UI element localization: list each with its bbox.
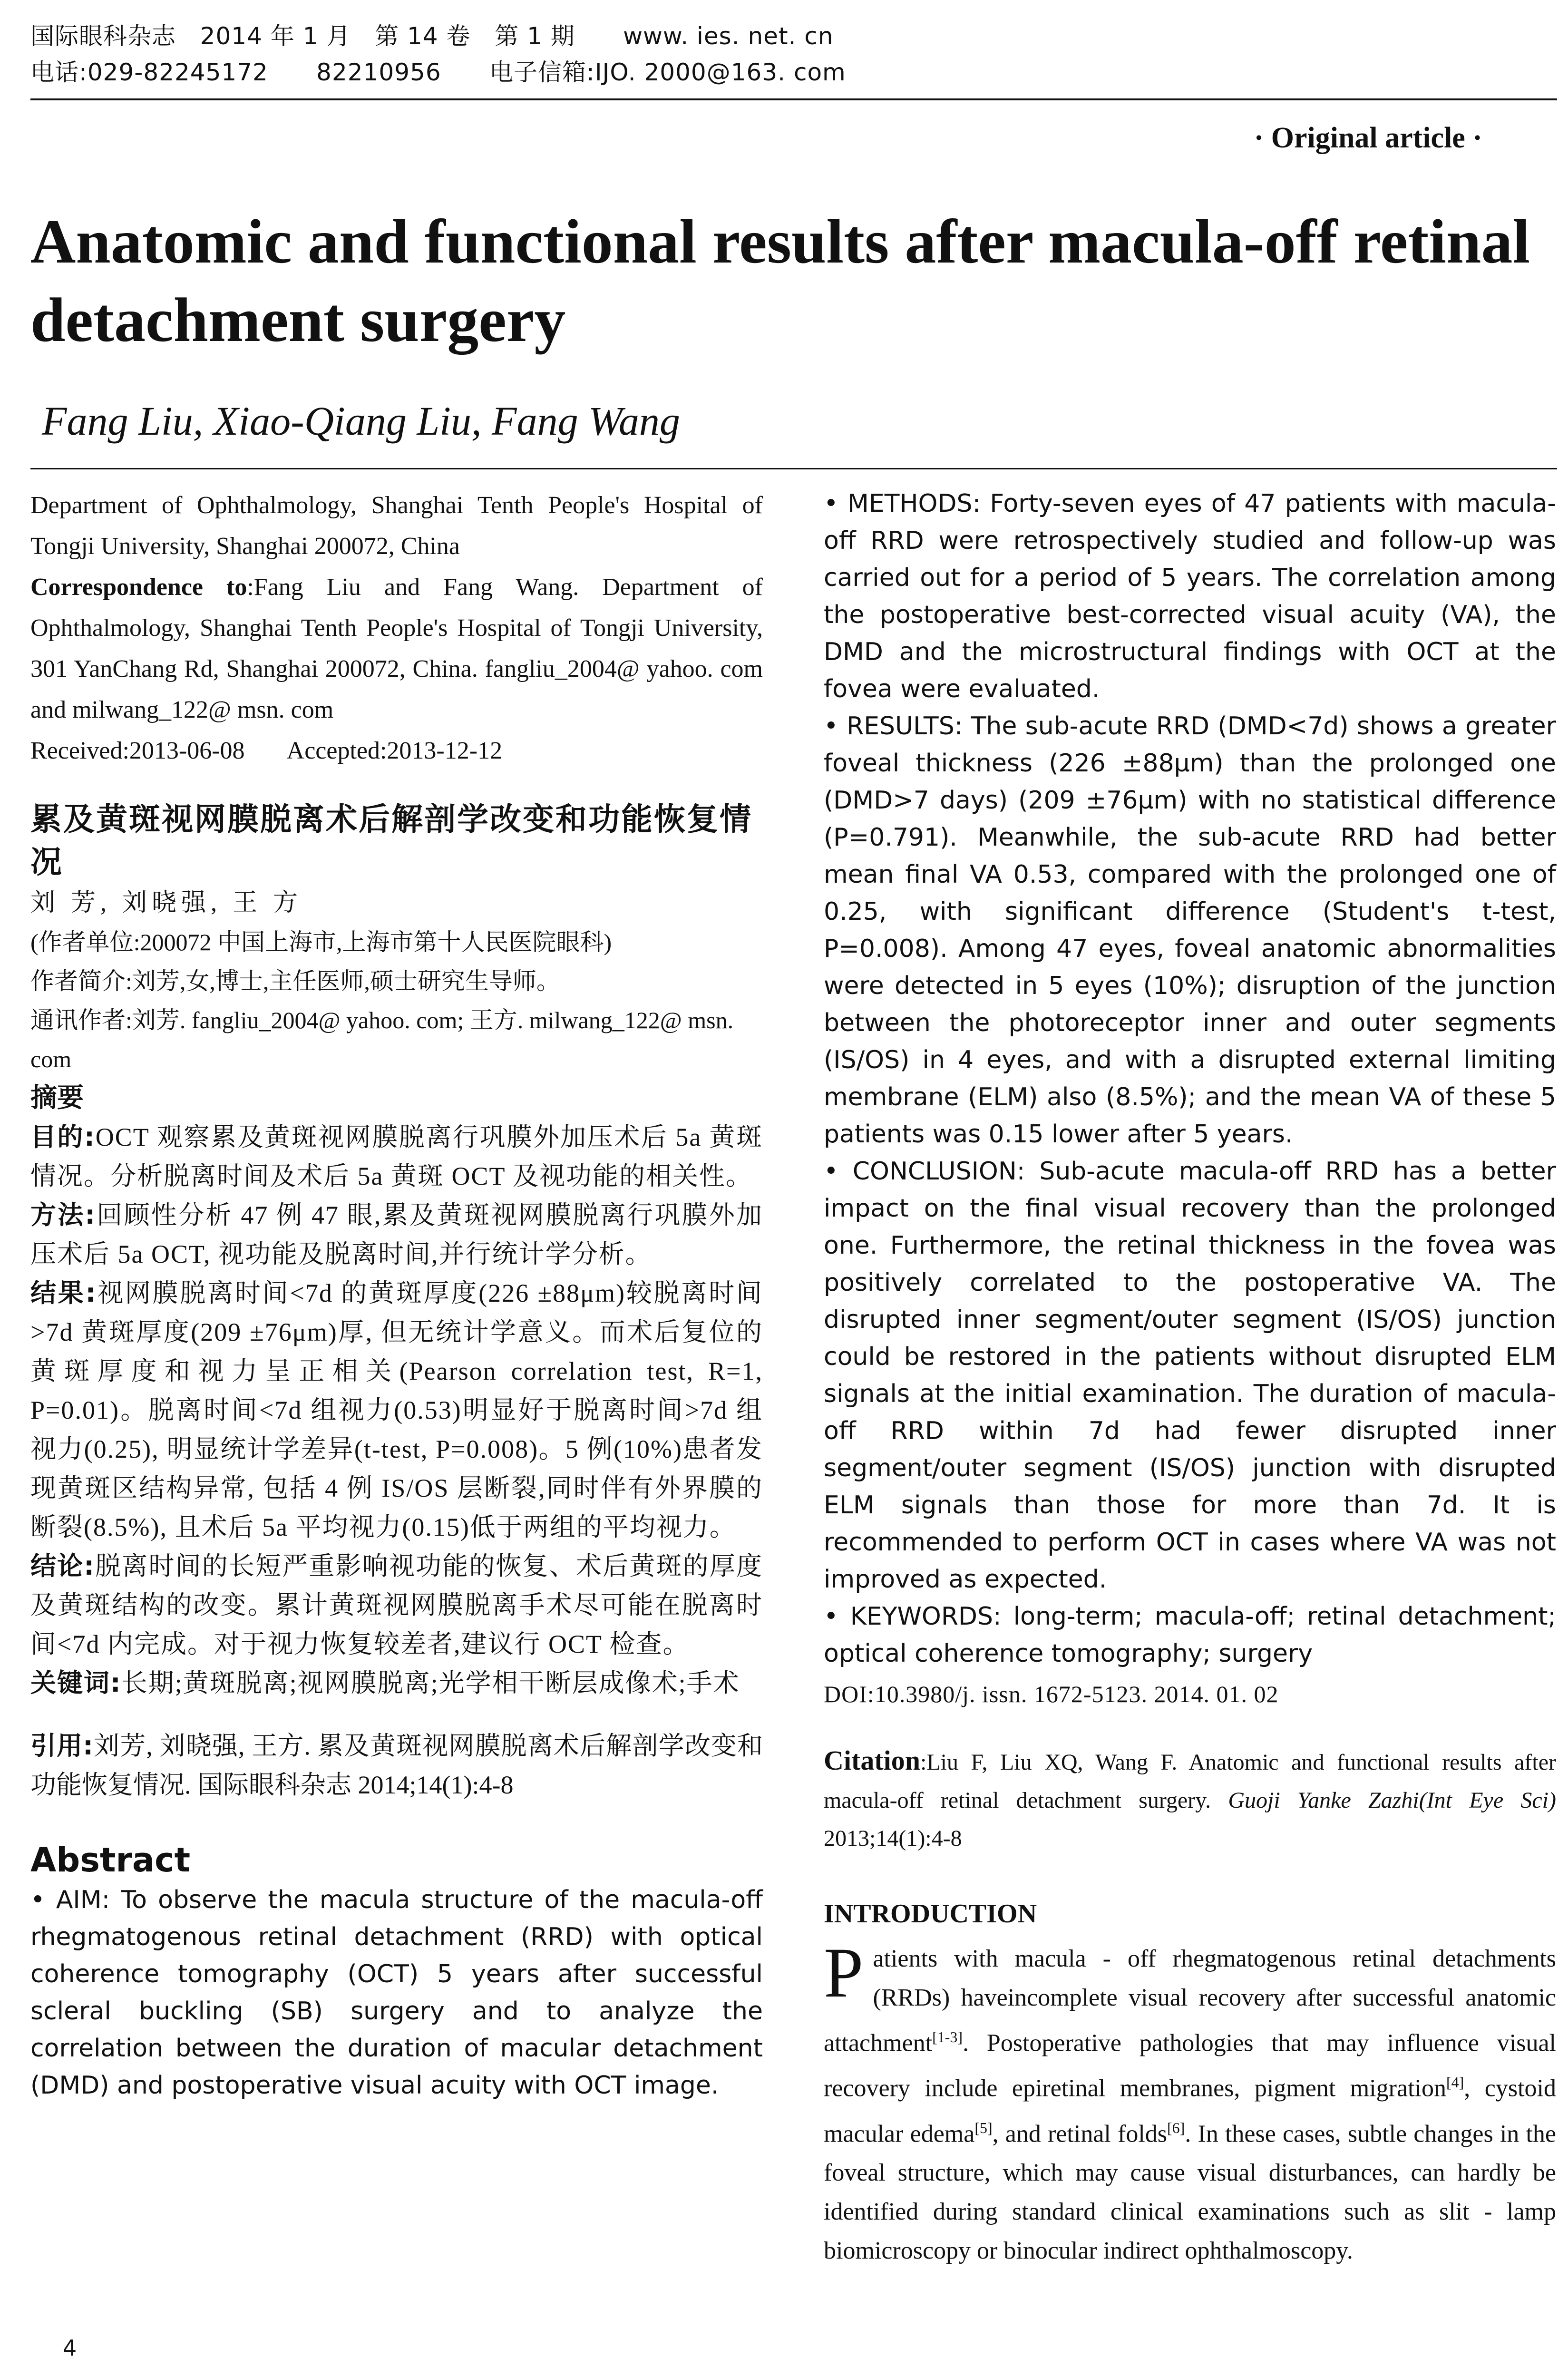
chinese-citation	[30, 1726, 763, 1804]
citation	[824, 1742, 1556, 1858]
reference-5: [5]	[974, 2119, 993, 2136]
intro-text-2: . Postoperative pathologies that may influence visual recovery include epiretinal membranes, pigment migration	[824, 2029, 1556, 2102]
introduction-heading: INTRODUCTION	[824, 1899, 1037, 1929]
chinese-conclusion-label: 结论:	[30, 1551, 95, 1581]
reference-1-3: [1-3]	[932, 2028, 963, 2046]
intro-text-3: , cystoid macular edema	[824, 2075, 1556, 2147]
received-accepted-dates: Received:2013-06-08 Accepted:2013-12-12	[30, 737, 503, 764]
citation-journal: Guoji Yanke Zazhi(Int Eye Sci)	[1228, 1788, 1556, 1813]
doi: DOI:10.3980/j. issn. 1672-5123. 2014. 01. 02	[824, 1681, 1279, 1707]
chinese-conclusion	[30, 1547, 763, 1664]
reference-4: [4]	[1446, 2074, 1464, 2091]
department: Department of Ophthalmology, Shanghai Tenth People's Hospital of Tongji University, Shanghai 200072, China	[30, 492, 763, 560]
citation-text: :Liu F, Liu XQ, Wang F. Anatomic and functional results after macula-off retinal detachment surgery.	[824, 1750, 1556, 1813]
chinese-contact: 通讯作者:刘芳. fangliu_2004@ yahoo. com; 王方. milwang_122@ msn. com	[30, 1007, 734, 1072]
abstract-aim: • AIM: To observe the macula structure of the macula-off rhegmatogenous retinal detachment (RRD) with optical coherence tomography (OCT) 5 years after successful scleral buckling (SB) surgery and to analyze the correlation between the duration of macular detachment (DMD) and postoperative visual acuity with OCT image.	[30, 1886, 763, 2100]
abstract-methods: • METHODS: Forty-seven eyes of 47 patients with macula-off RRD were retrospectively studied and follow-up was carried out for a period of 5 years. The correlation among the postoperative best-corrected visual acuity (VA), the DMD and the microstructural findings with OCT at the fovea were evaluated.	[824, 489, 1556, 703]
correspondence-text: :Fang Liu and Fang Wang. Department of Ophthalmology, Shanghai Tenth People's Hospital of Tongji University, 301 YanChang Rd, Shanghai 200072, China. fangliu_2004@ yahoo. com and milwang_122@ msn. com	[30, 574, 763, 723]
abstract-heading: Abstract	[30, 1841, 191, 1880]
chinese-results	[30, 1274, 763, 1547]
chinese-keywords-label: 关键词:	[30, 1668, 122, 1698]
chinese-keywords-text: 长期;黄斑脱离;视网膜脱离;光学相干断层成像术;手术	[121, 1669, 740, 1697]
introduction-paragraph	[824, 1933, 1556, 2270]
chinese-aim-label: 目的:	[30, 1122, 96, 1152]
chinese-title: 累及黄斑视网膜脱离术后解剖学改变和功能恢复情况	[30, 801, 752, 880]
chinese-methods-label: 方法:	[30, 1200, 97, 1230]
journal-header-line-1: 国际眼科杂志 2014 年 1 月 第 14 卷 第 1 期 www. ies. net. cn	[30, 22, 834, 50]
right-column	[824, 485, 1556, 2270]
abstract-keywords: • KEYWORDS: long-term; macula-off; retinal detachment; optical coherence tomography; surgery	[824, 1602, 1556, 1668]
article-type: · Original article ·	[1254, 122, 1482, 154]
drop-cap: P	[824, 1933, 864, 2012]
journal-header	[30, 18, 1557, 90]
chinese-citation-text: 刘芳, 刘晓强, 王方. 累及黄斑视网膜脱离术后解剖学改变和功能恢复情况. 国际眼科杂志 2014;14(1):4-8	[30, 1732, 763, 1799]
article-title: Anatomic and functional results after macula-off retinal detachment surgery	[30, 206, 1530, 355]
citation-label: Citation	[824, 1745, 920, 1776]
abstract-conclusion: • CONCLUSION: Sub-acute macula-off RRD has a better impact on the final visual recovery than the prolonged one. Furthermore, the retinal thickness in the fovea was positively correlated to the postoperative VA. The disrupted inner segment/outer segment (IS/OS) junction could be restored in the patients without disrupted ELM signals at the initial examination. The duration of macula-off RRD within 7d had fewer disrupted inner segment/outer segment (IS/OS) junction with disrupted ELM signals than those for more than 7d. It is recommended to perform OCT in cases where VA was not improved as expected.	[824, 1157, 1556, 1594]
affiliation	[30, 485, 763, 731]
article-authors: Fang Liu, Xiao-Qiang Liu, Fang Wang	[42, 398, 680, 444]
left-column	[30, 485, 763, 2104]
chinese-results-text: 视网膜脱离时间<7d 的黄斑厚度(226 ±88μm)较脱离时间>7d 黄斑厚度(209 ±76μm)厚, 但无统计学意义。而术后复位的黄斑厚度和视力呈正相关(Pearson correlation test, R=1, P=0.01)。脱离时间<7d 组视力(0.53)明显好于脱离时间>7d 组视力(0.25), 明显统计学差异(t-test, P=0.008)。5 例(10%)患者发现黄斑区结构异常, 包括 4 例 IS/OS 层断裂,同时伴有外界膜的断裂(8.5%), 且术后 5a 平均视力(0.15)低于两组的平均视力。	[30, 1279, 763, 1541]
abstract-results: • RESULTS: The sub-acute RRD (DMD<7d) shows a greater foveal thickness (226 ±88μm) than the prolonged one (DMD>7 days) (209 ±76μm) with no statistical difference (P=0.791). Meanwhile, the sub-acute RRD had better mean final VA 0.53, compared with the prolonged one of 0.25, with significant difference (Student's t-test, P=0.008). Among 47 eyes, foveal anatomic abnormalities were detected in 5 eyes (10%); disruption of the junction between the photoreceptor inner and outer segments (IS/OS) in 4 eyes, and with a disrupted external limiting membrane (ELM) also (8.5%); and the mean VA of these 5 patients was 0.15 lower after 5 years.	[824, 712, 1556, 1149]
chinese-methods	[30, 1196, 763, 1274]
journal-header-line-2: 电话:029-82245172 82210956 电子信箱:IJO. 2000@163. com	[30, 58, 846, 86]
correspondence-label: Correspondence to	[30, 574, 247, 601]
reference-6: [6]	[1167, 2119, 1185, 2136]
authors-rule	[30, 468, 1557, 469]
chinese-methods-text: 回顾性分析 47 例 47 眼,累及黄斑视网膜脱离行巩膜外加压术后 5a OCT, 视功能及脱离时间,并行统计学分析。	[30, 1201, 763, 1268]
intro-text-5: . In these cases, subtle changes in the foveal structure, which may cause visual disturbances, can hardly be identified during standard clinical examinations such as slit - lamp biomicroscopy or binocular indirect ophthalmoscopy.	[824, 2120, 1556, 2264]
chinese-aim	[30, 1118, 763, 1196]
citation-volume: 2013;14(1):4-8	[824, 1826, 962, 1851]
chinese-aim-text: OCT 观察累及黄斑视网膜脱离行巩膜外加压术后 5a 黄斑情况。分析脱离时间及术后 5a 黄斑 OCT 及视功能的相关性。	[30, 1123, 763, 1190]
intro-text-4: , and retinal folds	[992, 2120, 1168, 2147]
chinese-conclusion-text: 脱离时间的长短严重影响视功能的恢复、术后黄斑的厚度及黄斑结构的改变。累计黄斑视网膜脱离手术尽可能在脱离时间<7d 内完成。对于视力恢复较差者,建议行 OCT 检查。	[30, 1552, 763, 1658]
header-rule	[30, 98, 1557, 100]
chinese-results-label: 结果:	[30, 1278, 97, 1308]
chinese-keywords	[30, 1664, 763, 1703]
page-number: 4	[63, 2335, 77, 2361]
chinese-summary-label: 摘要	[30, 1082, 84, 1113]
chinese-authors: 刘 芳, 刘晓强, 王 方	[30, 889, 303, 916]
intro-text-1: atients with macula - off rhegmatogenous retinal detachments (RRDs) haveincomplete visual recovery after successful anatomic attachment	[824, 1945, 1556, 2057]
chinese-citation-label: 引用:	[30, 1731, 93, 1761]
chinese-unit: (作者单位:200072 中国上海市,上海市第十人民医院眼科)	[30, 929, 612, 955]
chinese-bio: 作者简介:刘芳,女,博士,主任医师,硕士研究生导师。	[30, 968, 560, 994]
